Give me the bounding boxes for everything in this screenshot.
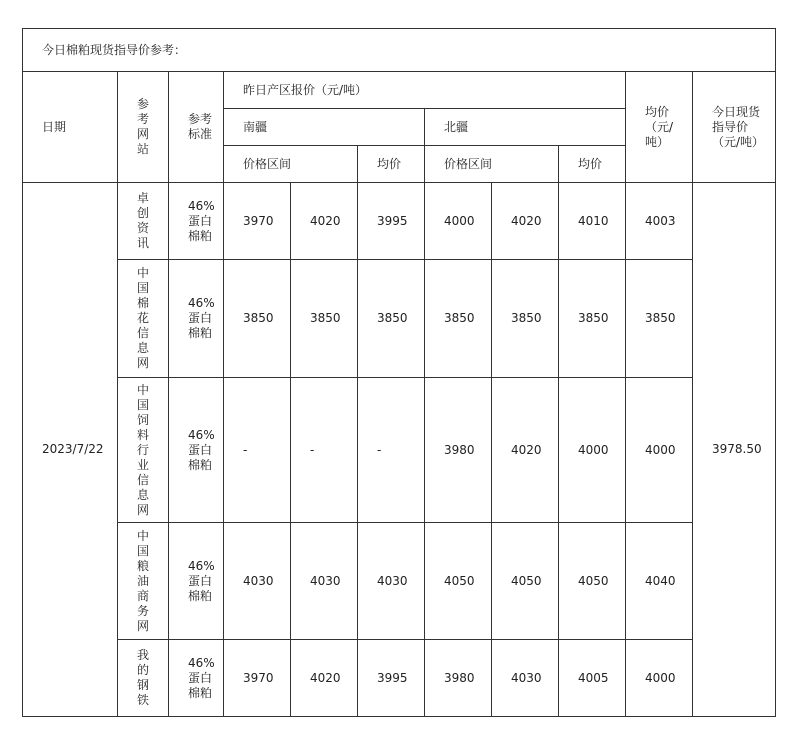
north-low-cell: 3850 — [425, 260, 492, 378]
price-table — [22, 28, 776, 717]
header-south-price-range: 价格区间 — [224, 146, 358, 183]
north-low-cell: 4050 — [425, 523, 492, 640]
avg-cell: 4003 — [626, 183, 693, 260]
north-high-cell: 3850 — [492, 260, 559, 378]
standard-cell: 46%蛋白棉粕 — [169, 183, 224, 260]
header-site: 参考网站 — [118, 72, 169, 183]
south-low-cell: 3970 — [224, 183, 291, 260]
table-title: 今日棉粕现货指导价参考： — [23, 29, 776, 72]
header-north-xinjiang: 北疆 — [425, 109, 626, 146]
north-low-cell: 3980 — [425, 640, 492, 717]
standard-cell: 46%蛋白棉粕 — [169, 260, 224, 378]
standard-cell: 46%蛋白棉粕 — [169, 523, 224, 640]
table-row — [23, 523, 776, 640]
south-high-cell: 4020 — [291, 183, 358, 260]
standard-cell: 46%蛋白棉粕 — [169, 640, 224, 717]
south-avg-cell: 3850 — [358, 260, 425, 378]
table-row — [23, 260, 776, 378]
south-high-cell: - — [291, 378, 358, 523]
date-cell: 2023/7/22 — [23, 183, 118, 717]
table-row — [23, 378, 776, 523]
south-avg-cell: 3995 — [358, 640, 425, 717]
table-row — [23, 183, 776, 260]
south-avg-cell: 3995 — [358, 183, 425, 260]
header-average: 均价（元/吨） — [626, 72, 693, 183]
header-standard: 参考标准 — [169, 72, 224, 183]
north-high-cell: 4020 — [492, 378, 559, 523]
north-avg-cell: 4010 — [559, 183, 626, 260]
site-cell: 中国棉花信息网 — [118, 260, 169, 378]
today-price-cell: 3978.50 — [693, 183, 776, 717]
south-high-cell: 4020 — [291, 640, 358, 717]
north-low-cell: 3980 — [425, 378, 492, 523]
south-high-cell: 3850 — [291, 260, 358, 378]
north-high-cell: 4050 — [492, 523, 559, 640]
avg-cell: 4000 — [626, 640, 693, 717]
header-date: 日期 — [23, 72, 118, 183]
north-high-cell: 4020 — [492, 183, 559, 260]
north-avg-cell: 4050 — [559, 523, 626, 640]
south-avg-cell: - — [358, 378, 425, 523]
header-south-avg: 均价 — [358, 146, 425, 183]
avg-cell: 3850 — [626, 260, 693, 378]
site-cell: 中国饲料行业信息网 — [118, 378, 169, 523]
south-low-cell: 3850 — [224, 260, 291, 378]
header-today-guide-price: 今日现货指导价（元/吨） — [693, 72, 776, 183]
south-low-cell: 4030 — [224, 523, 291, 640]
south-low-cell: - — [224, 378, 291, 523]
header-south-xinjiang: 南疆 — [224, 109, 425, 146]
header-north-price-range: 价格区间 — [425, 146, 559, 183]
site-cell: 卓创资讯 — [118, 183, 169, 260]
price-table-wrapper — [22, 28, 776, 717]
avg-cell: 4000 — [626, 378, 693, 523]
north-avg-cell: 4005 — [559, 640, 626, 717]
south-high-cell: 4030 — [291, 523, 358, 640]
north-avg-cell: 3850 — [559, 260, 626, 378]
south-avg-cell: 4030 — [358, 523, 425, 640]
table-row — [23, 640, 776, 717]
standard-cell: 46%蛋白棉粕 — [169, 378, 224, 523]
north-high-cell: 4030 — [492, 640, 559, 717]
site-cell: 我的钢铁 — [118, 640, 169, 717]
header-yesterday-quote: 昨日产区报价（元/吨） — [224, 72, 626, 109]
site-cell: 中国粮油商务网 — [118, 523, 169, 640]
north-avg-cell: 4000 — [559, 378, 626, 523]
north-low-cell: 4000 — [425, 183, 492, 260]
south-low-cell: 3970 — [224, 640, 291, 717]
avg-cell: 4040 — [626, 523, 693, 640]
header-north-avg: 均价 — [559, 146, 626, 183]
